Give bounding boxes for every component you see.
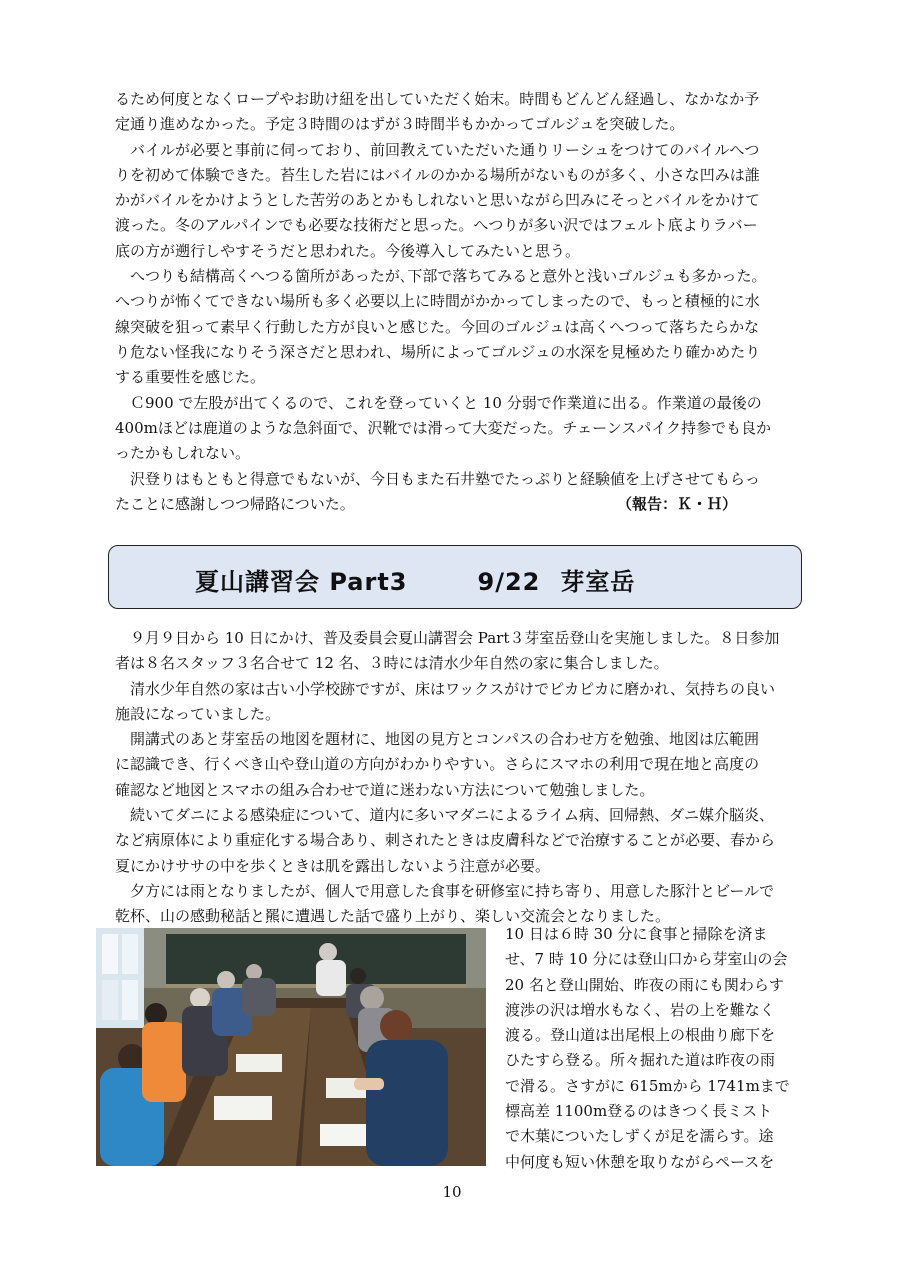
text-line: 標高差 1100m登るのはきつく長ミスト	[505, 1102, 773, 1121]
closing-line	[115, 492, 805, 517]
paragraph	[115, 626, 805, 677]
text-line: ９月９日から 10 日にかけ、普及委員会夏山講習会 Part３芽室岳登山を実施しました。８日参加	[130, 629, 780, 647]
text-line: 渡った。冬のアルパインでも必要な技術だと思った。へつりが多い沢ではフェルト底よりラバー	[115, 216, 758, 235]
text-line: バイルが必要と事前に伺っており、前回教えていただいた通りリーシュをつけてのバイルへつ	[130, 140, 760, 159]
photo-image	[96, 928, 486, 1166]
text-line: へつりも結構高くへつる箇所があったが､下部で落ちてみると意外と浅いゴルジュも多かった。	[130, 267, 767, 286]
text-line: 400mほどは鹿道のような急斜面で、沢靴では滑って大変だった。チェーンスパイク持参でも良か	[115, 418, 772, 437]
paragraph	[115, 391, 805, 467]
text-line: せ、7 時 10 分には登山口から芽室山の会	[505, 950, 788, 969]
section-heading	[195, 562, 635, 597]
text-line: する重要性を感じた。	[115, 368, 266, 387]
text-line: 清水少年自然の家は古い小学校跡ですが、床はワックスがけでピカピカに磨かれ、気持ちの良い	[130, 679, 776, 698]
report-author: （報告：Ｋ・Ｈ）	[616, 494, 737, 513]
text-line: り危ない怪我になりそう深さだと思われ、場所によってゴルジュの水深を見極めたり確かめたり	[115, 342, 761, 361]
heading-date: 9/22	[477, 568, 541, 596]
text-line: で木葉についたしずくが足を濡らす。途	[505, 1127, 774, 1146]
text-line: で滑る。さすがに 615mから 1741mまで	[505, 1076, 790, 1095]
text-line: 夏にかけササの中を歩くときは肌を露出しないよう注意が必要。	[115, 856, 551, 875]
closing-paragraph	[115, 467, 805, 518]
text-line: ったかもしれない。	[115, 444, 251, 463]
text-line: 渡渉の沢は増水もなく、岩の上を難なく	[505, 1000, 775, 1019]
classroom-photo	[96, 928, 486, 1166]
heading-place: 芽室岳	[560, 568, 636, 596]
text-line: 確認など地図とスマホの組み合わせで道に迷わない方法について勉強しました。	[115, 780, 655, 799]
text-line: へつりが怖くてできない場所も多く必要以上に時間がかかってしまったので、もっと積極的に水	[115, 292, 760, 311]
text-line: 者は８名スタッフ３名合せて 12 名、３時には清水少年自然の家に集合しました。	[115, 654, 669, 673]
text-line: に認識でき、行くべき山や登山道の方向がわかりやすい。さらにスマホの利用で現在地と高度の	[115, 755, 760, 774]
page-number: 10	[442, 1183, 462, 1201]
text-line: りを初めて体験できた。苔生した岩にはバイルのかかる場所がないものが多く、小さな凹みは誰	[115, 165, 760, 184]
text-line: 中何度も短い休憩を取りながらペースを	[505, 1152, 775, 1171]
text-line: 底の方が遡行しやすそうだと思われた。今後導入してみたいと思う。	[115, 241, 581, 260]
text-line: たことに感謝しつつ帰路についた。	[115, 494, 355, 513]
paragraph	[115, 727, 805, 803]
text-line: など病原体により重症化する場合あり、刺されたときは皮膚科などで治療することが必要、春から	[115, 831, 776, 850]
text-line: 夕方には雨となりましたが、個人で用意した食事を研修室に持ち寄り、用意した豚汁とビールで	[130, 882, 775, 900]
text-line: 線突破を狙って素早く行動した方が良いと感じた。今回のゴルジュは高くへつって落ちたらかな	[115, 317, 760, 336]
text-line: Ｃ900 で左股が出てくるので、これを登っていくと 10 分弱で作業道に出る。作業道の最後の	[130, 393, 762, 412]
text-line: るため何度となくロープやお助け紐を出していただく始末。時間もどんどん経過し、なかなか予	[115, 90, 760, 108]
paragraph	[115, 87, 805, 138]
heading-title: 夏山講習会 Part3	[195, 568, 408, 596]
side-column-text	[505, 922, 805, 1175]
text-line: ひたすら登る。所々掘れた道は昨夜の雨	[505, 1051, 776, 1070]
text-line: 10 日は６時 30 分に食事と掃除を済ま	[505, 925, 768, 943]
text-line: 定通り進めなかった。予定３時間のはずが３時間半もかかってゴルジュを突破した。	[115, 115, 685, 134]
text-line: 施設になっていました。	[115, 704, 281, 723]
text-line: 乾杯、山の感動秘話と羆に遭遇した話で盛り上がり、楽しい交流会となりました。	[115, 907, 671, 926]
paragraph	[115, 138, 805, 264]
paragraph	[115, 264, 805, 390]
text-line: 続いてダニによる感染症について、道内に多いマダニによるライム病、回帰熱、ダニ媒介脳炎、	[130, 806, 774, 825]
text-line: 沢登りはもともと得意でもないが、今日もまた石井塾でたっぷりと経験値を上げさせてもらっ	[130, 469, 761, 488]
text-line: 渡る。登山道は出尾根上の根曲り廊下を	[505, 1026, 776, 1045]
section-heading-banner	[108, 545, 802, 609]
text-line: かがバイルをかけようとした苦労のあとかもしれないと思いながら凹みにそっとバイルをかけて	[115, 191, 761, 210]
paragraph	[115, 803, 805, 879]
text-line: 20 名と登山開始、昨夜の雨にも関わらす	[505, 975, 784, 994]
text-line: 開講式のあと芽室岳の地図を題材に、地図の見方とコンパスの合わせ方を勉強、地図は広範囲	[130, 730, 759, 749]
paragraph	[115, 677, 805, 728]
